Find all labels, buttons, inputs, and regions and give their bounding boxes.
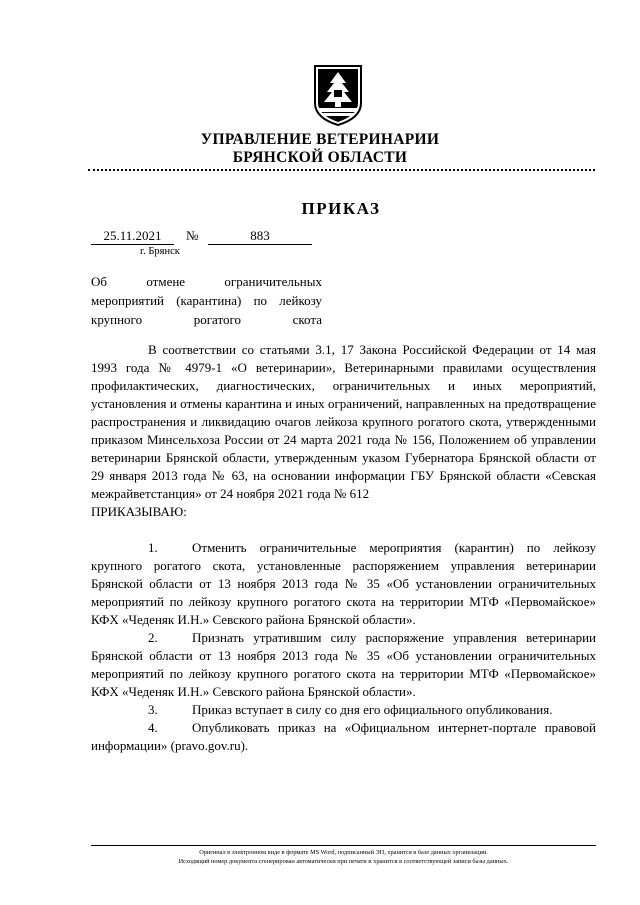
footer-divider bbox=[91, 845, 596, 846]
footer-note-2: Исходящий номер документа сгенерирован автоматически при печати и хранится в соответствующей записи базы данных. bbox=[178, 858, 509, 865]
organization-name-line-1: УПРАВЛЕНИЕ ВЕТЕРИНАРИИ bbox=[200, 131, 440, 148]
order-word: ПРИКАЗЫВАЮ: bbox=[91, 504, 187, 519]
coat-of-arms-icon bbox=[313, 63, 363, 127]
document-body bbox=[91, 341, 596, 755]
organization-name-line-2: БРЯНСКОЙ ОБЛАСТИ bbox=[232, 149, 408, 166]
preamble-paragraph: В соответствии со статьями 3.1, 17 Закона Российской Федерации от 14 мая 1993 года № 4979-1 «О ветеринарии», Ветеринарными правилами осуществления профилактических, диагностических, ограничительных и иных мероприятий, установления и отмены карантина и иных ограничений, направленных на предотвращение распространения и ликвидацию очагов лейкоза крупного рогатого скота, утвержденными приказом Минсельхоза России от 24 марта 2021 года № 156, Положением об управлении ветеринарии Брянской области, утвержденным указом Губернатора Брянской области от 29 января 2013 года № 63, на основании информации ГБУ Брянской области «Севская межрайветстанция» от 24 ноября 2021 года № 612 bbox=[91, 342, 596, 501]
order-item bbox=[91, 701, 596, 719]
order-item-text: Признать утратившим силу распоряжение управления ветеринарии Брянской области от 13 ноября 2013 года № 35 «Об установлении ограничительных мероприятий по лейкозу крупного рогатого скота на территории МТФ «Первомайское» КФХ «Чеденяк И.Н.» Севского района Брянской области». bbox=[91, 630, 596, 699]
document-subject: Об отмене ограничительных мероприятий (карантина) по лейкозу крупного рогатого скота bbox=[91, 274, 322, 327]
number-sign: № bbox=[186, 228, 199, 243]
document-date: 25.11.2021 bbox=[91, 228, 174, 245]
order-item-number: 3. bbox=[148, 702, 158, 717]
order-item bbox=[91, 629, 596, 701]
order-item-text: Отменить ограничительные мероприятия (карантин) по лейкозу крупного рогатого скота, установленные распоряжением управления ветеринарии Брянской области от 13 ноября 2013 года № 35 «Об установлении ограничительных мероприятий по лейкозу крупного рогатого скота на территории МТФ «Первомайское» КФХ «Чеденяк И.Н.» Севского района Брянской области». bbox=[91, 540, 596, 627]
order-item bbox=[91, 719, 596, 755]
order-item-number: 4. bbox=[148, 720, 158, 735]
header-divider bbox=[88, 169, 595, 171]
order-item bbox=[91, 539, 596, 629]
footer-note-1: Оригинал в электронном виде в формате MS Word, подписанный ЭП, хранится в базе данных организации. bbox=[199, 849, 488, 856]
document-city: г. Брянск bbox=[140, 246, 180, 257]
document-title: ПРИКАЗ bbox=[301, 199, 381, 218]
order-item-number: 2. bbox=[148, 630, 158, 645]
order-item-text: Приказ вступает в силу со дня его официального опубликования. bbox=[192, 702, 553, 717]
document-number: 883 bbox=[208, 228, 312, 245]
order-item-number: 1. bbox=[148, 540, 158, 555]
order-item-text: Опубликовать приказ на «Официальном интернет-портале правовой информации» (pravo.gov.ru). bbox=[91, 720, 596, 753]
